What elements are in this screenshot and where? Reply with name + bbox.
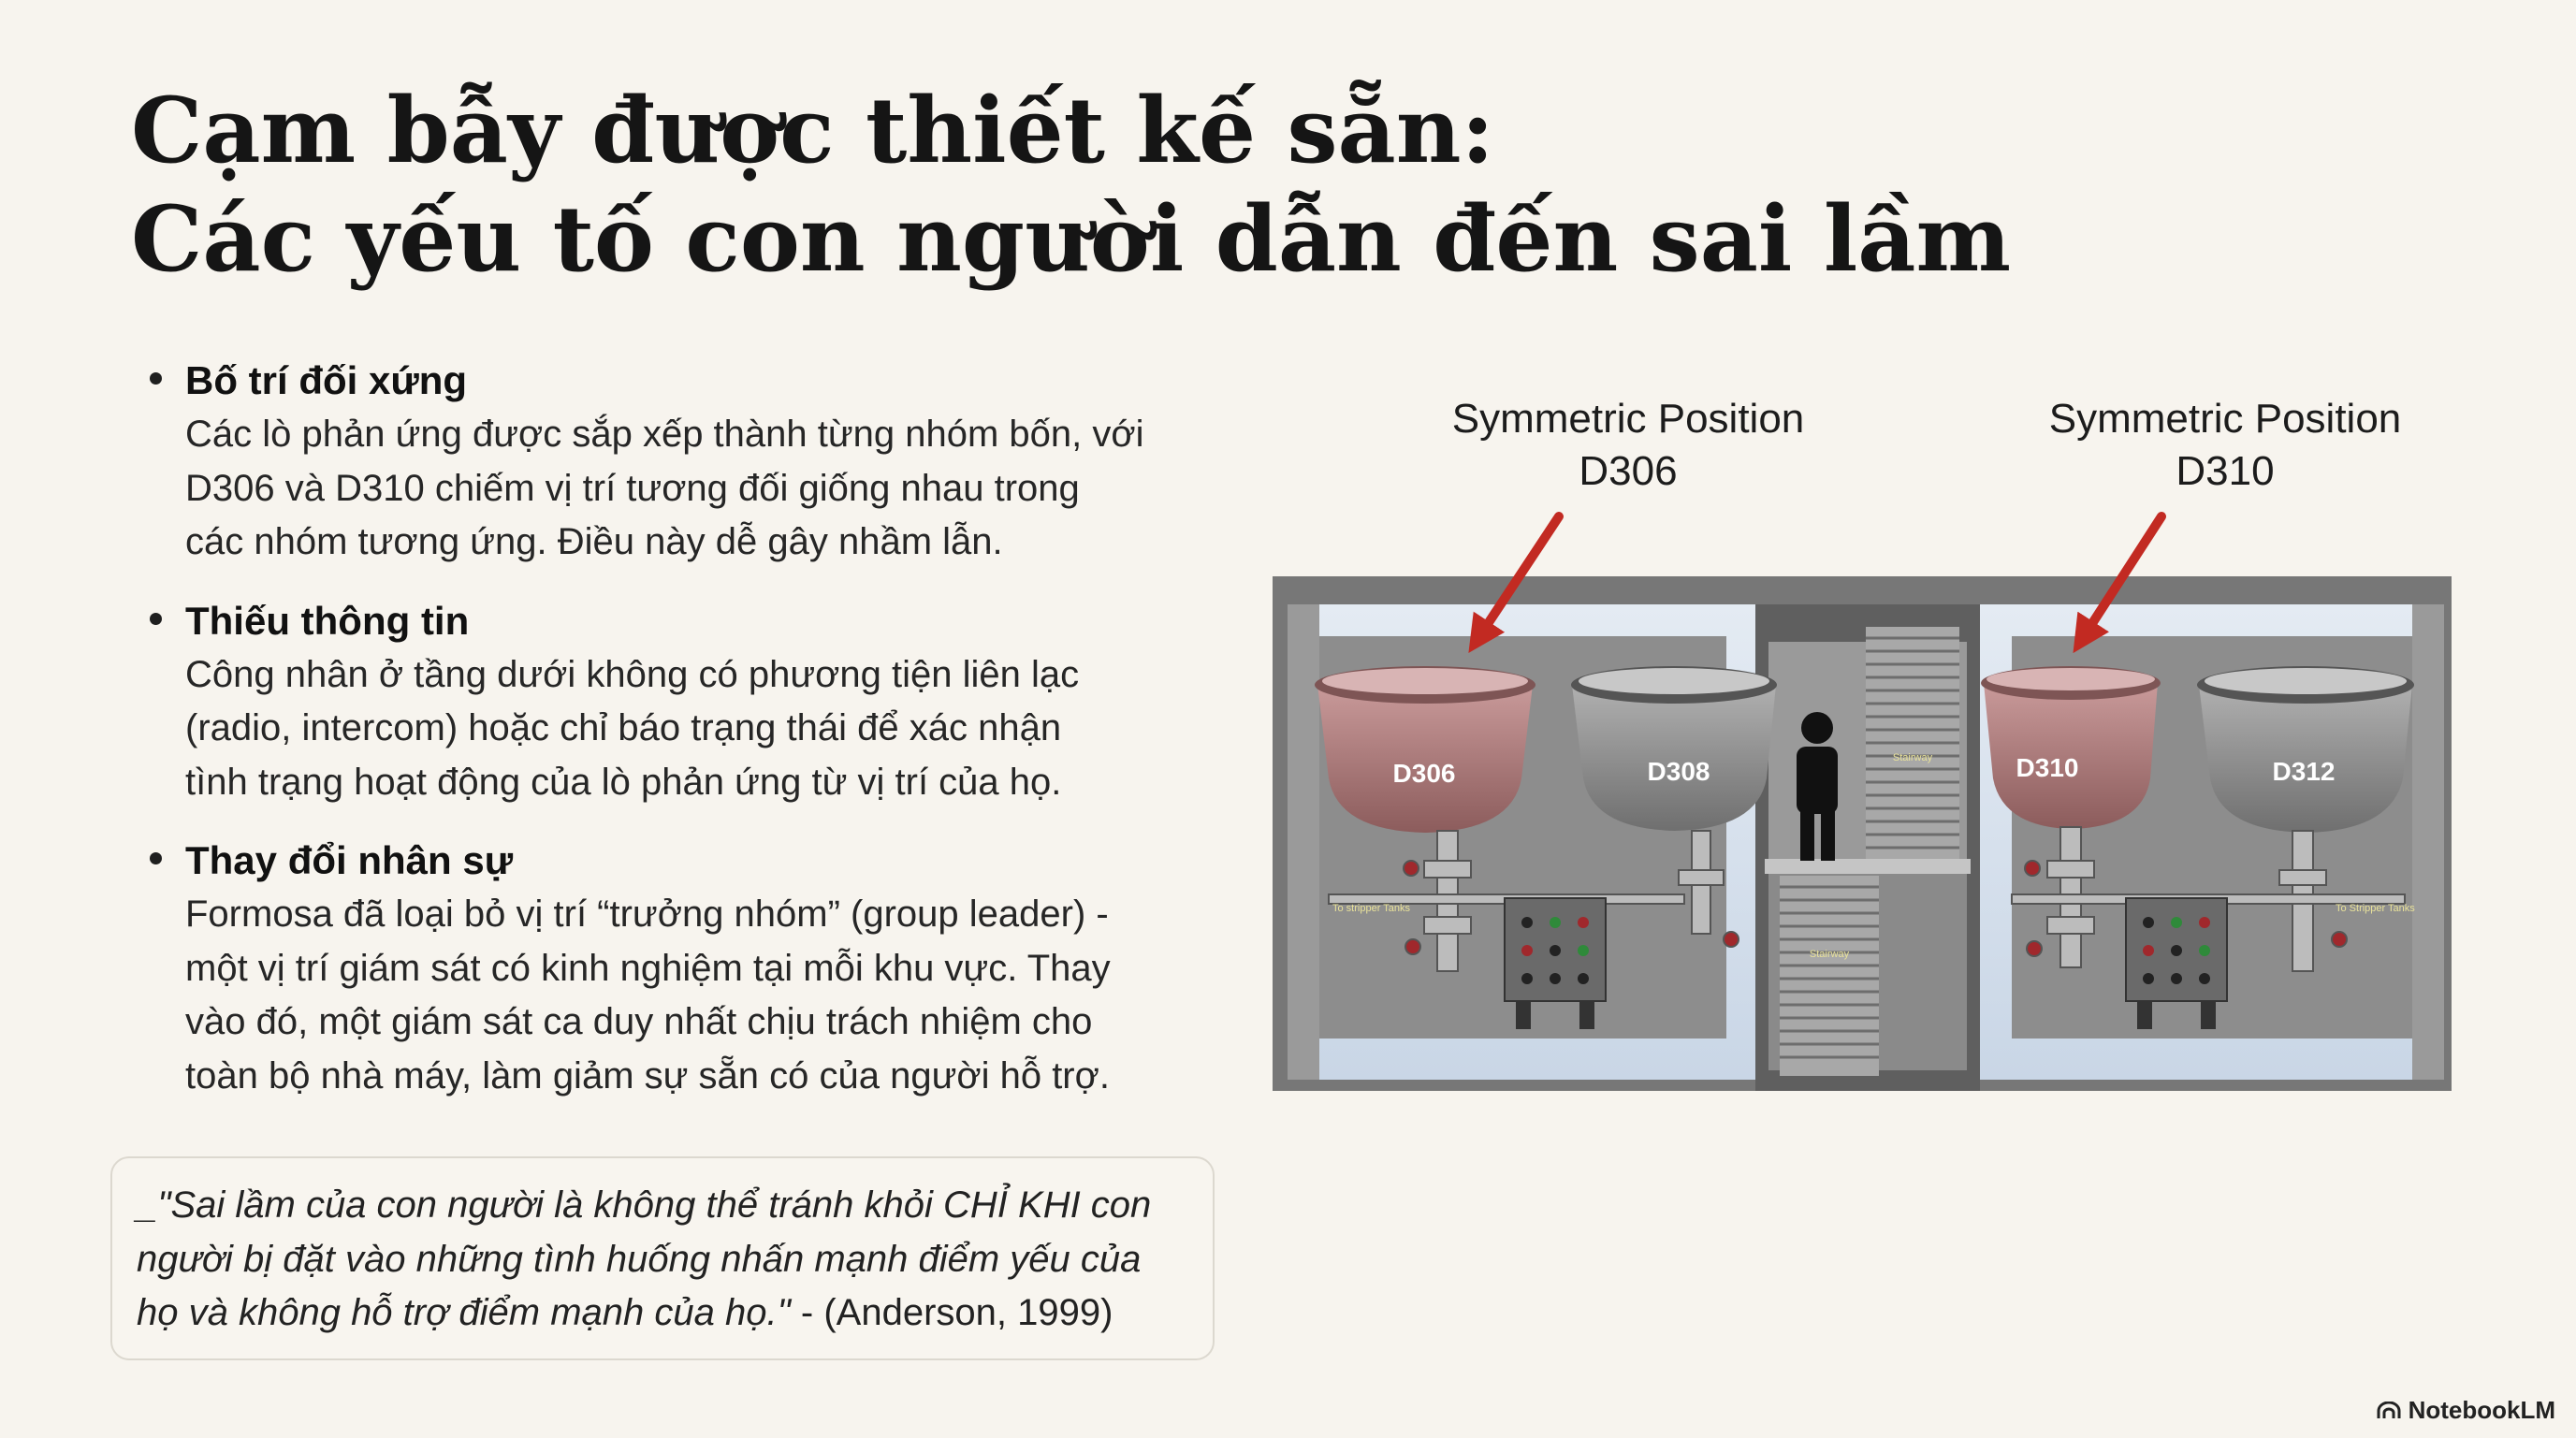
brand-watermark [2377, 1396, 2555, 1425]
title-line-1: Cạm bẫy được thiết kế sẵn: [131, 78, 1494, 183]
bullet-line: toàn bộ nhà máy, làm giảm sự sẵn có của người hỗ trợ. [185, 1054, 1110, 1097]
lower-stairs [1780, 876, 1879, 1076]
page-title [131, 77, 2012, 294]
bullet-line: vào đó, một giám sát ca duy nhất chịu trách nhiệm cho [185, 1001, 1093, 1042]
lower-stair-label: Stairway [1809, 949, 1850, 960]
quote-line: người bị đặt vào những tình huống nhấn mạnh điểm yếu của [137, 1238, 1142, 1280]
quote-text: họ và không hỗ trợ điểm mạnh của họ." [137, 1292, 791, 1333]
bullet-dot [150, 852, 162, 864]
bullet-line: Formosa đã loại bỏ vị trí “trưởng nhóm” (group leader) - [185, 893, 1109, 935]
bullet-list [150, 354, 1216, 1127]
bullet-line: D306 và D310 chiếm vị trí tương đối giống nhau trong [185, 467, 1080, 509]
reactor-label-d306: D306 [1392, 759, 1456, 788]
reactor-layout-figure [1263, 393, 2461, 1104]
bullet-heading: Thiếu thông tin [185, 598, 470, 643]
bullet-body [185, 408, 1216, 570]
reactor-d310 [1981, 666, 2161, 829]
title-line-2: Các yếu tố con người dẫn đến sai lầm [131, 186, 2012, 292]
bullet-body [185, 648, 1216, 810]
bullet-line: các nhóm tương ứng. Điều này dễ gây nhầm lẫn. [185, 521, 1003, 562]
notebooklm-logo-icon [2377, 1402, 2401, 1420]
label-line: D306 [1579, 448, 1678, 494]
quote-box [110, 1156, 1215, 1360]
reactor-label-d310: D310 [2016, 753, 2079, 782]
reactor-d306 [1315, 666, 1535, 833]
bullet-line: tình trạng hoạt động của lò phản ứng từ vị trí của họ. [185, 761, 1062, 803]
upper-stair-label: Stairway [1892, 752, 1933, 763]
label-line: Symmetric Position [1451, 396, 1805, 442]
pipe-label-left: To stripper Tanks [1332, 903, 1410, 914]
pipe-label-right: To Stripper Tanks [2336, 903, 2415, 914]
bullet-line: (radio, intercom) hoặc chỉ báo trạng thái để xác nhận [185, 707, 1062, 748]
quote-line: _"Sai lầm của con người là không thể tránh khỏi CHỈ KHI con [137, 1184, 1152, 1226]
bullet-dot [150, 372, 162, 385]
label-line: D310 [2176, 448, 2275, 494]
bullet-body [185, 888, 1216, 1103]
reactor-illustration [1263, 393, 2461, 1104]
reactor-d312 [2197, 666, 2414, 833]
bullet-line: một vị trí giám sát có kinh nghiệm tại mỗi khu vực. Thay [185, 947, 1111, 989]
bullet-dot [150, 613, 162, 625]
reactor-label-d312: D312 [2272, 757, 2336, 786]
bullet-missing-info [150, 594, 1216, 810]
brand-name: NotebookLM [2408, 1396, 2555, 1424]
reactor-d308 [1571, 666, 1777, 831]
bullet-line: Các lò phản ứng được sắp xếp thành từng nhóm bốn, với [185, 414, 1144, 455]
reactor-label-d308: D308 [1647, 757, 1710, 786]
label-line: Symmetric Position [2048, 396, 2402, 442]
bullet-staff-change [150, 834, 1216, 1103]
bullet-heading: Bố trí đối xứng [185, 358, 468, 402]
quote-citation: - (Anderson, 1999) [790, 1292, 1113, 1333]
bullet-symmetric-layout [150, 354, 1216, 570]
bullet-line: Công nhân ở tầng dưới không có phương tiện liên lạc [185, 653, 1080, 695]
quote-line [137, 1286, 1188, 1341]
bullet-heading: Thay đổi nhân sự [185, 838, 514, 882]
upper-stairs [1866, 627, 1959, 859]
mid-floor-slab [1765, 859, 1971, 874]
